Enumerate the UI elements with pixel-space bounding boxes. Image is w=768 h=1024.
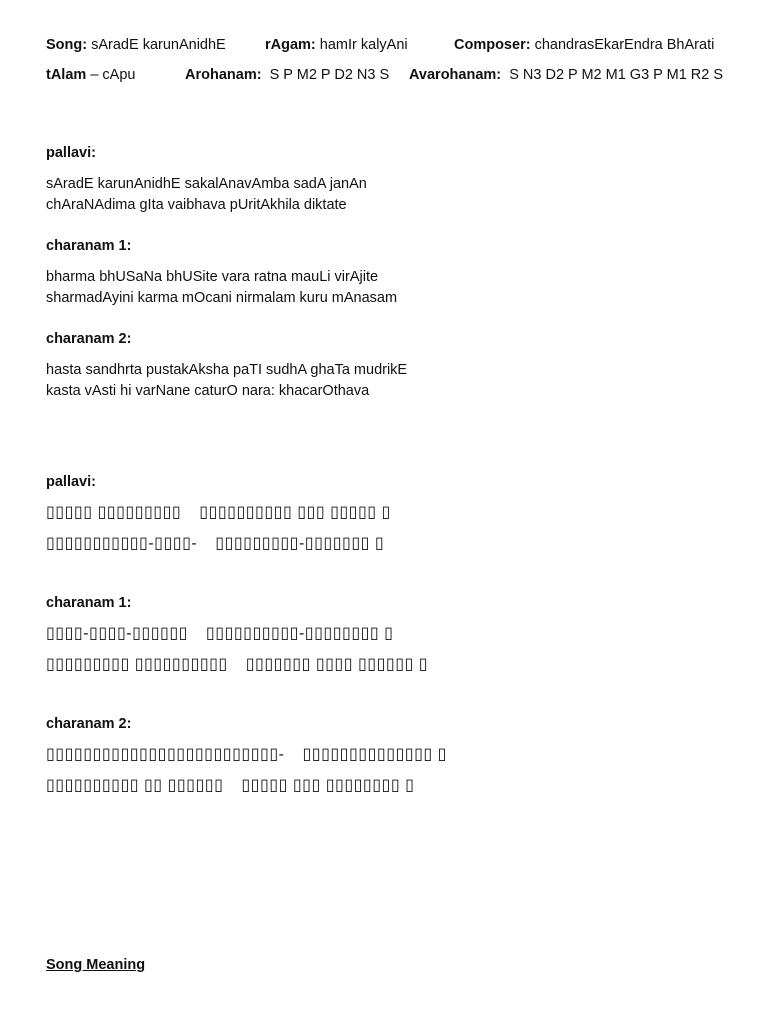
- script-pallavi-heading: pallavi:: [46, 474, 96, 490]
- arohanam-label: Arohanam:: [185, 67, 262, 83]
- ragam-field: [265, 36, 408, 54]
- script-line-part-1: ▯▯▯▯▯▯▯▯▯▯ ▯▯ ▯▯▯▯▯▯: [46, 777, 224, 794]
- ragam-label: rAgam:: [265, 37, 316, 53]
- script-line-part-2: ▯▯▯▯▯▯▯ ▯▯▯▯ ▯▯▯▯▯▯ ▯: [245, 656, 429, 673]
- script-line: [46, 649, 428, 680]
- script-line-part-1: ▯▯▯▯▯▯▯▯▯▯▯-▯▯▯▯-: [46, 535, 198, 552]
- pallavi-lyrics: [46, 174, 367, 216]
- lyric-line: bharma bhUSaNa bhUSite vara ratna mauLi virAjite: [46, 269, 379, 285]
- script-line-part-2: ▯▯▯▯▯▯▯▯▯▯▯▯▯▯ ▯: [302, 746, 447, 763]
- script-charanam1-heading: charanam 1:: [46, 595, 132, 611]
- charanam1-heading: charanam 1:: [46, 238, 132, 254]
- script-charanam2-heading: charanam 2:: [46, 716, 132, 732]
- charanam2-heading: charanam 2:: [46, 331, 132, 347]
- script-line-part-2: ▯▯▯▯▯ ▯▯▯ ▯▯▯▯▯▯▯▯ ▯: [241, 777, 415, 794]
- script-line-part-1: ▯▯▯▯▯▯▯▯▯ ▯▯▯▯▯▯▯▯▯▯: [46, 656, 228, 673]
- composer-label: Composer:: [454, 37, 531, 53]
- talam-label: tAlam: [46, 67, 87, 83]
- ragam-value: hamIr kalyAni: [319, 37, 408, 53]
- lyric-line: chAraNAdima gIta vaibhava pUritAkhila diktate: [46, 197, 347, 213]
- composer-field: [454, 36, 714, 54]
- lyric-line: kasta vAsti hi varNane caturO nara: khacarOthava: [46, 383, 370, 399]
- script-line: [46, 739, 447, 770]
- script-line-part-2: ▯▯▯▯▯▯▯▯▯▯ ▯▯▯ ▯▯▯▯▯ ▯: [199, 504, 391, 521]
- script-charanam2-lyrics: [46, 739, 447, 801]
- script-line-part-2: ▯▯▯▯▯▯▯▯▯▯-▯▯▯▯▯▯▯▯ ▯: [205, 625, 394, 642]
- script-pallavi-lyrics: [46, 497, 391, 559]
- avarohanam-field: [409, 66, 723, 84]
- song-meaning-heading: Song Meaning: [46, 957, 146, 973]
- lyric-line: hasta sandhrta pustakAksha paTI sudhA ghaTa mudrikE: [46, 362, 408, 378]
- script-line: [46, 497, 391, 528]
- script-line: [46, 528, 391, 559]
- script-line: [46, 770, 447, 801]
- charanam1-lyrics: [46, 267, 397, 309]
- talam-field: [46, 66, 135, 84]
- composer-value: chandrasEkarEndra BhArati: [534, 37, 715, 53]
- lyric-line: sharmadAyini karma mOcani nirmalam kuru mAnasam: [46, 290, 398, 306]
- script-line-part-2: ▯▯▯▯▯▯▯▯▯-▯▯▯▯▯▯▯ ▯: [215, 535, 385, 552]
- avarohanam-label: Avarohanam:: [409, 67, 502, 83]
- song-label: Song:: [46, 37, 88, 53]
- script-line: [46, 618, 428, 649]
- script-charanam1-lyrics: [46, 618, 428, 680]
- talam-value: – cApu: [90, 67, 136, 83]
- song-value: sAradE karunAnidhE: [91, 37, 226, 53]
- song-field: [46, 36, 226, 54]
- arohanam-field: [185, 66, 389, 84]
- avarohanam-value: S N3 D2 P M2 M1 G3 P M1 R2 S: [509, 67, 724, 83]
- lyric-line: sAradE karunAnidhE sakalAnavAmba sadA janAn: [46, 176, 367, 192]
- script-line-part-1: ▯▯▯▯▯▯▯▯▯▯▯▯▯▯▯▯▯▯▯▯▯▯▯▯▯-: [46, 746, 285, 763]
- arohanam-value: S P M2 P D2 N3 S: [269, 67, 390, 83]
- script-line-part-1: ▯▯▯▯▯ ▯▯▯▯▯▯▯▯▯: [46, 504, 182, 521]
- charanam2-lyrics: [46, 360, 407, 402]
- pallavi-heading: pallavi:: [46, 145, 96, 161]
- script-line-part-1: ▯▯▯▯-▯▯▯▯-▯▯▯▯▯▯: [46, 625, 188, 642]
